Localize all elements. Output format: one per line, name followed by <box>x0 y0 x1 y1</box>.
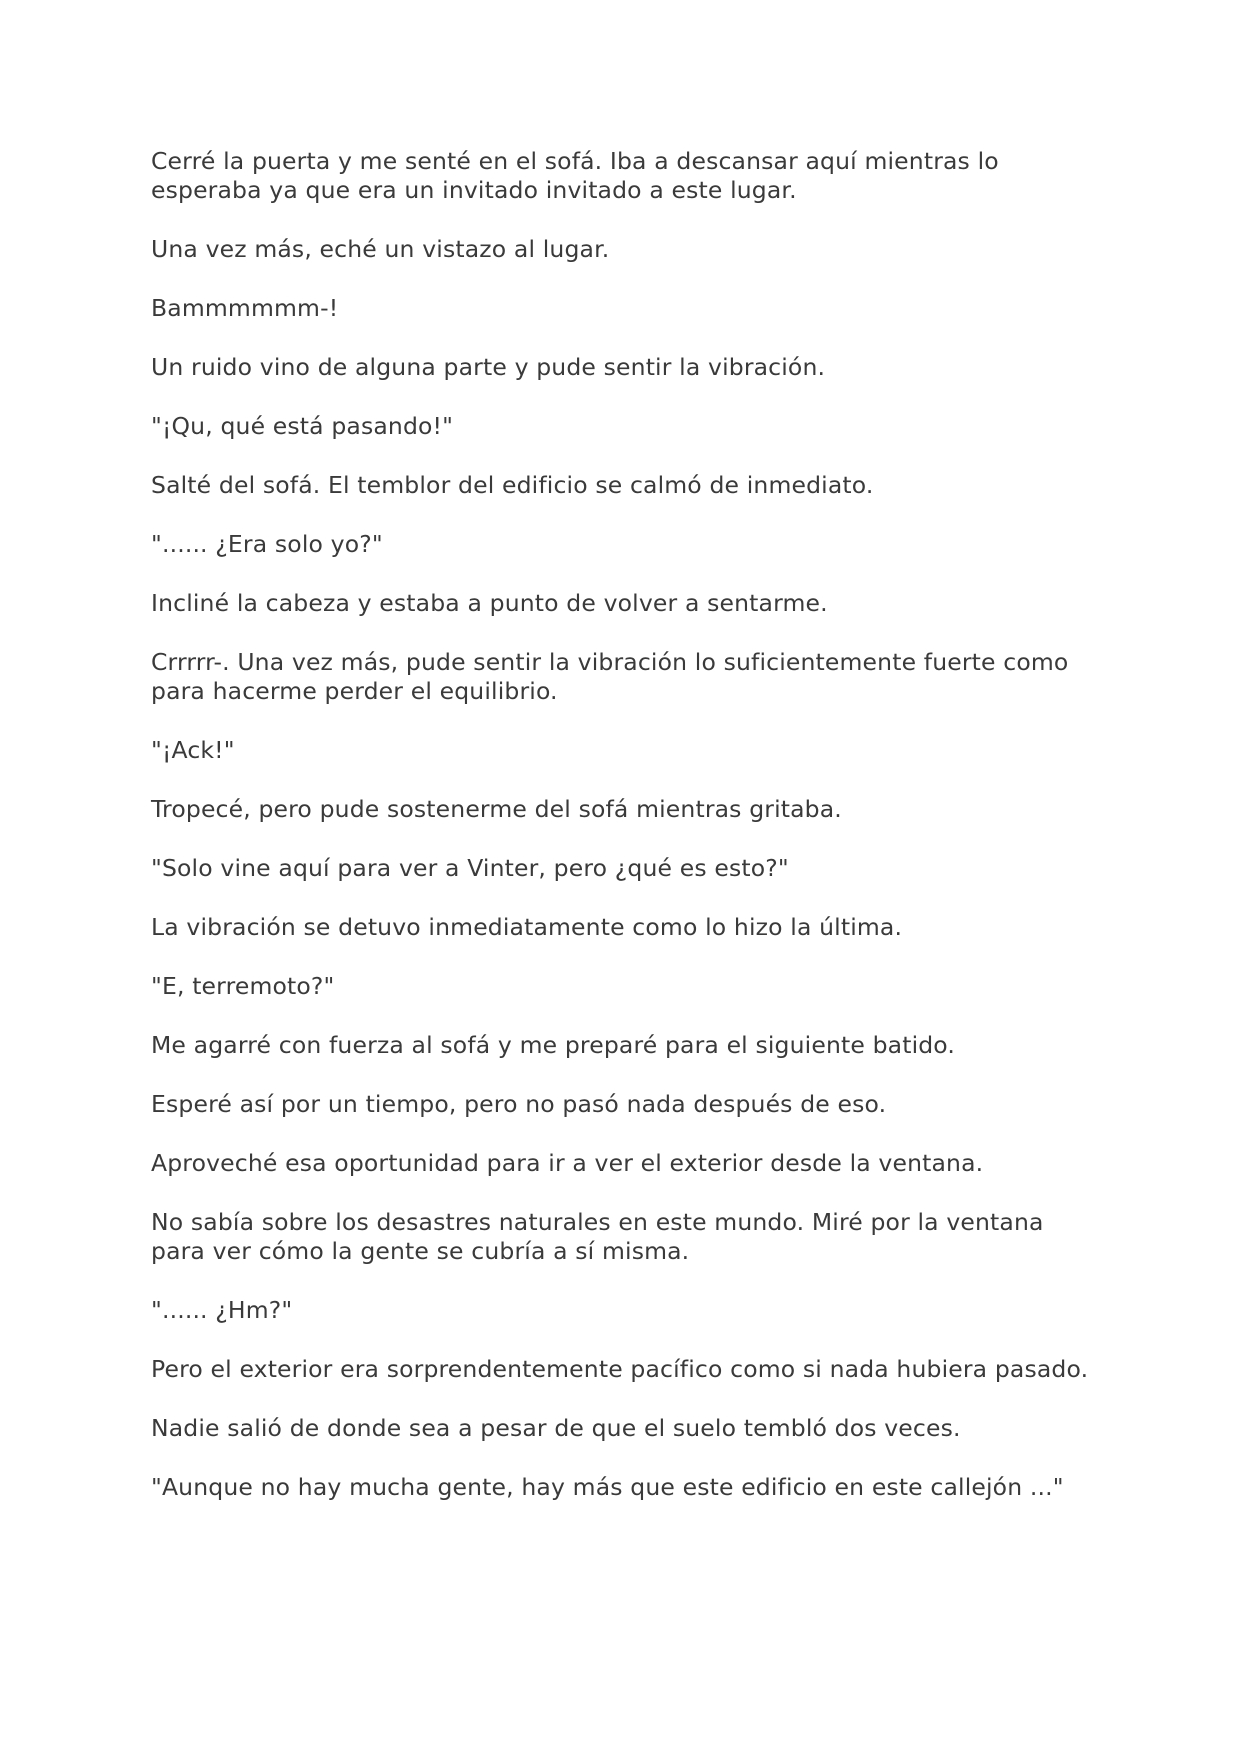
paragraph-12: "Solo vine aquí para ver a Vinter, pero ¿qué es esto?" <box>151 854 789 882</box>
paragraph-10: "¡Ack!" <box>151 736 235 764</box>
paragraph-14: "E, terremoto?" <box>151 972 335 1000</box>
paragraph-16: Esperé así por un tiempo, pero no pasó nada después de eso. <box>151 1090 887 1118</box>
paragraph-15: Me agarré con fuerza al sofá y me preparé para el siguiente batido. <box>151 1031 956 1059</box>
paragraph-18: No sabía sobre los desastres naturales en este mundo. Miré por la ventana para ver cómo la gente se cubría a sí misma. <box>151 1208 1044 1265</box>
paragraph-13: La vibración se detuvo inmediatamente como lo hizo la última. <box>151 913 903 941</box>
paragraph-3: Bammmmmm-! <box>151 294 339 322</box>
paragraph-9: Crrrrr-. Una vez más, pude sentir la vibración lo suficientemente fuerte como para hacerme perder el equilibrio. <box>151 648 1069 705</box>
paragraph-22: "Aunque no hay mucha gente, hay más que este edificio en este callejón ..." <box>151 1473 1064 1501</box>
paragraph-6: Salté del sofá. El temblor del edificio se calmó de inmediato. <box>151 471 874 499</box>
paragraph-4: Un ruido vino de alguna parte y pude sentir la vibración. <box>151 353 826 381</box>
paragraph-5: "¡Qu, qué está pasando!" <box>151 412 454 440</box>
paragraph-21: Nadie salió de donde sea a pesar de que el suelo tembló dos veces. <box>151 1414 961 1442</box>
paragraph-7: "...... ¿Era solo yo?" <box>151 530 383 558</box>
document-body <box>151 147 1091 1532</box>
paragraph-19: "...... ¿Hm?" <box>151 1296 293 1324</box>
paragraph-17: Aproveché esa oportunidad para ir a ver el exterior desde la ventana. <box>151 1149 984 1177</box>
paragraph-2: Una vez más, eché un vistazo al lugar. <box>151 235 610 263</box>
paragraph-20: Pero el exterior era sorprendentemente pacífico como si nada hubiera pasado. <box>151 1355 1089 1383</box>
paragraph-8: Incliné la cabeza y estaba a punto de volver a sentarme. <box>151 589 828 617</box>
paragraph-1: Cerré la puerta y me senté en el sofá. Iba a descansar aquí mientras lo esperaba ya que era un invitado invitado a este lugar. <box>151 147 999 204</box>
paragraph-11: Tropecé, pero pude sostenerme del sofá mientras gritaba. <box>151 795 842 823</box>
